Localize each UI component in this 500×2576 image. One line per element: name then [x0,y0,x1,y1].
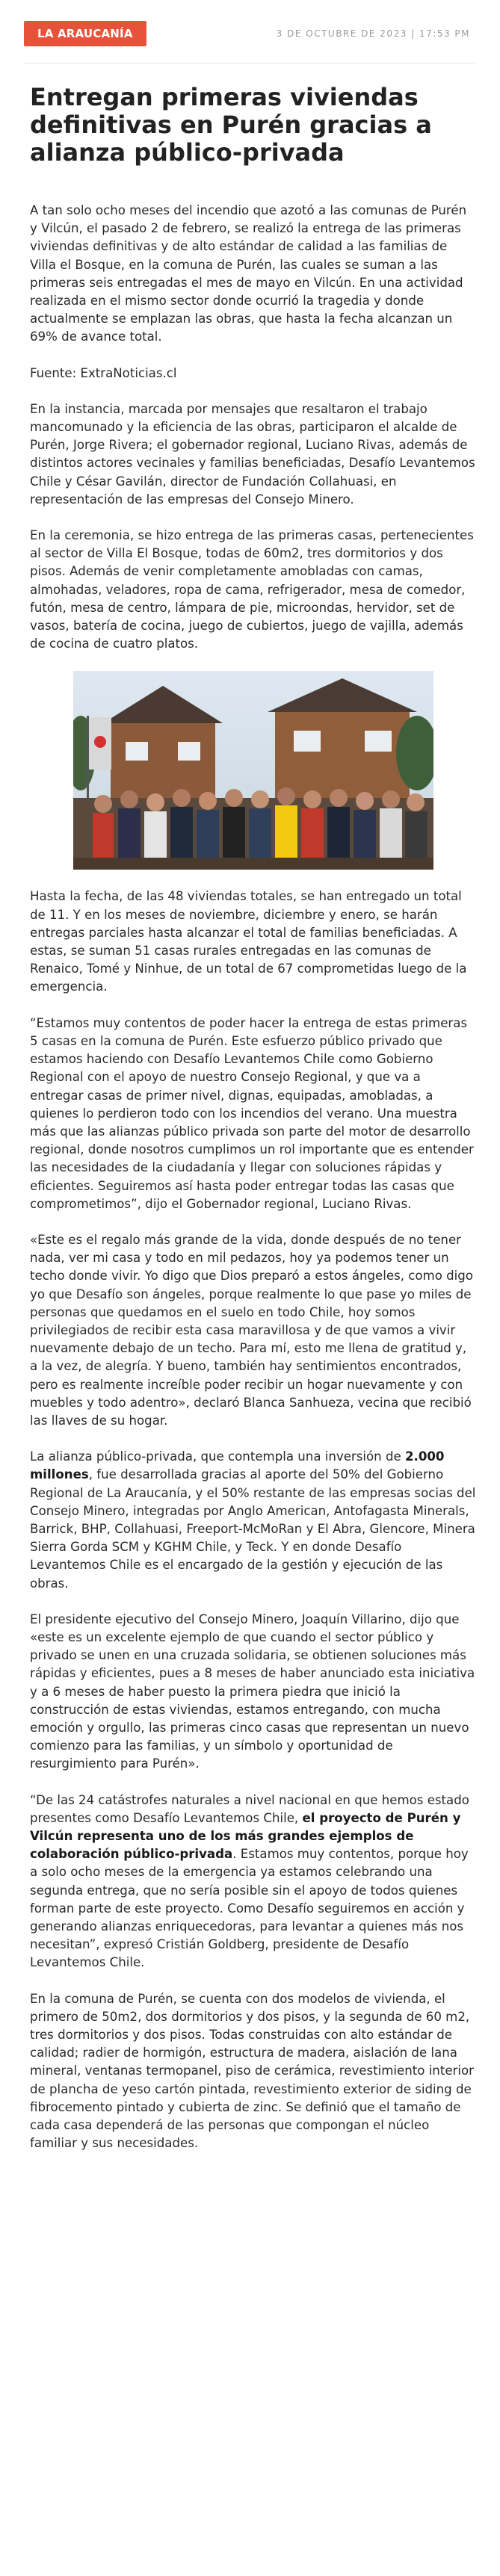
photo-illustration [73,671,433,870]
paragraph-8 [30,1448,477,1593]
paragraph-3: En la instancia, marcada por mensajes que resaltaron el trabajo mancomunado y la eficiencia de las obras, participaron el alcalde de Purén, Jorge Rivera; el gobernador regional, Luciano Rivas, además de distintos actores vecinales y familias beneficiadas, Desafío Levantemos Chile y César Gavilán, director de Fundación Collahuasi, en representación de las empresas del Consejo Minero. [30,401,475,507]
paragraph-10 [30,1792,477,1972]
article-photo [73,671,433,870]
paragraph-8-end: , fue desarrollada gracias al aporte del 50% del Gobierno Regional de La Araucanía, y el 50% restante de las empresas socias del Consejo Minero, integradas por Anglo American, Antofagasta Minerals, Barrick, BHP, Collahuasi, Freeport-McMoRan y El Abra, Glencore, Minera Sierra Gorda SCM y KGHM Chile, y Teck. Y en donde Desafío Levantemos Chile es el encargado de la gestión y ejecución de las obras. [30,1467,476,1591]
source-line: Fuente: ExtraNoticias.cl [30,365,177,380]
paragraph-1: A tan solo ocho meses del incendio que azotó a las comunas de Purén y Vilcún, el pasado 2 de febrero, se realizó la entrega de las primeras viviendas definitivas y de alto estándar de calidad a las familias de Villa el Bosque, en la comuna de Purén, las cuales se suman a las primeras seis entregadas el mes de mayo en Vilcún. En una actividad realizada en el mismo sector donde ocurrió la tragedia y donde actualmente se emplazan las obras, que hasta la fecha alcanzan un 69% de avance total. [30,203,467,344]
paragraph-4: En la ceremonia, se hizo entrega de las primeras casas, pertenecientes al sector de Villa El Bosque, todas de 60m2, tres dormitorios y dos pisos. Además de venir completamente amobladas con camas, almohadas, veladores, ropa de cama, refrigerador, mesa de comedor, futón, mesa de centro, lámpara de pie, microondas, hervidor, set de vasos, batería de cocina, juego de cubiertos, juego de vajilla, además de cocina de cuatro platos. [30,528,474,651]
paragraph-10-highlight: el proyecto de Purén y Vilcún representa uno de los más grandes ejemplos de colaboración público-privada [30,1810,461,1862]
paragraph-10-end: . Estamos muy contentos, porque hoy a solo ocho meses de la emergencia ya estamos celebrando una segunda entrega, que no sería posible sin el apoyo de todos quienes forman parte de este proyecto. Como Desafío seguiremos en acción y generando alianzas enriquecedoras, para levantar a quienes más nos necesitan”, expresó Cristián Goldberg, presidente de Desafío Levantemos Chile. [30,1847,469,1970]
investment-amount: 2.000 millones [30,1449,445,1482]
paragraph-9: El presidente ejecutivo del Consejo Minero, Joaquín Villarino, dijo que «este es un excelente ejemplo de que cuando el sector público y privado se unen en una cruzada solidaria, se obtienen soluciones más rápidas y eficientes, pues a 8 meses de haber anunciado esta iniciativa y a 6 meses de haber puesto la primera piedra que inició la construcción de estas viviendas, estamos entregando, con mucha emoción y orgullo, las primeras cinco casas que representan un nuevo comienzo para las familias, y un símbolo y oportunidad de resurgimiento para Purén». [30,1611,475,1771]
paragraph-6: “Estamos muy contentos de poder hacer la entrega de estas primeras 5 casas en la comuna de Purén. Este esfuerzo público privado que estamos haciendo con Desafío Levantemos Chile como Gobierno Regional con el apoyo de nuestro Consejo Regional, y que va a entregar casas de primer nivel, dignas, equipadas, amobladas, a quienes lo perdieron todo con los incendios del verano. Una muestra más que las alianzas público privada son parte del motor de desarrollo regional, donde nosotros cumplimos un rol importante que es entender las necesidades de la ciudadanía y llegar con soluciones rápidas y eficientes. Seguiremos así hasta poder entregar todas las casas que comprometimos”, dijo el Gobernador regional, Luciano Rivas. [30,1015,474,1211]
article-photo-container [30,671,477,870]
paragraph-10-start: “De las 24 catástrofes naturales a nivel nacional en que hemos estado presentes como Desafío Levantemos Chile, [30,1792,469,1825]
paragraph-8-start: La alianza público-privada, que contempla una inversión de [30,1449,405,1464]
paragraph-7: «Este es el regalo más grande de la vida, donde después de no tener nada, ver mi casa y todo en mil pedazos, hoy ya podemos tener un techo donde vivir. Yo digo que Dios preparó a estos ángeles, como digo yo que Desafío son ángeles, porque realmente lo que pase yo miles de personas que quedamos en el suelo en todo Chile, hoy somos privilegiados de recibir esta casa maravillosa y de que vamos a vivir nuevamente debajo de un techo. Para mí, esto me llena de gratitud y, a la vez, de alegría. Y bueno, también hay sentimientos encontrados, pero es realmente increíble poder recibir un hogar nuevamente y con muebles y todo adentro», declaró Blanca Sanhueza, vecina que recibió las llaves de su hogar. [30,1232,473,1428]
publish-date: 3 DE OCTUBRE DE 2023 | 17:53 PM [276,28,470,39]
article-title: Entregan primeras viviendas definitivas en Purén gracias a alianza público-privada [30,83,432,167]
article-header [0,0,500,64]
header-divider [24,63,476,64]
paragraph-5: Hasta la fecha, de las 48 viviendas totales, se han entregado un total de 11. Y en los meses de noviembre, diciembre y enero, se harán entregas parciales hasta alcanzar el total de familias beneficiadas. A estas, se suman 51 casas rurales entregadas en las comunas de Renaico, Tomé y Ninhue, de un total de 67 comprometidas luego de la emergencia. [30,889,467,994]
paragraph-11: En la comuna de Purén, se cuenta con dos modelos de vivienda, el primero de 50m2, dos dormitorios y dos pisos, y la segunda de 60 m2, tres dormitorios y dos pisos. Todas construidas con alto estándar de calidad; radier de hormigón, estructura de madera, aislación de lana mineral, ventanas termopanel, piso de cerámica, revestimiento interior de plancha de yeso cartón pintada, revestimiento exterior de siding de fibrocemento pintado y cubierta de zinc. Se definió que el tamaño de cada casa dependerá de las personas que compongan el núcleo familiar y sus necesidades. [30,1991,474,2151]
article-body [30,202,477,2170]
category-badge[interactable]: LA ARAUCANÍA [24,21,146,46]
